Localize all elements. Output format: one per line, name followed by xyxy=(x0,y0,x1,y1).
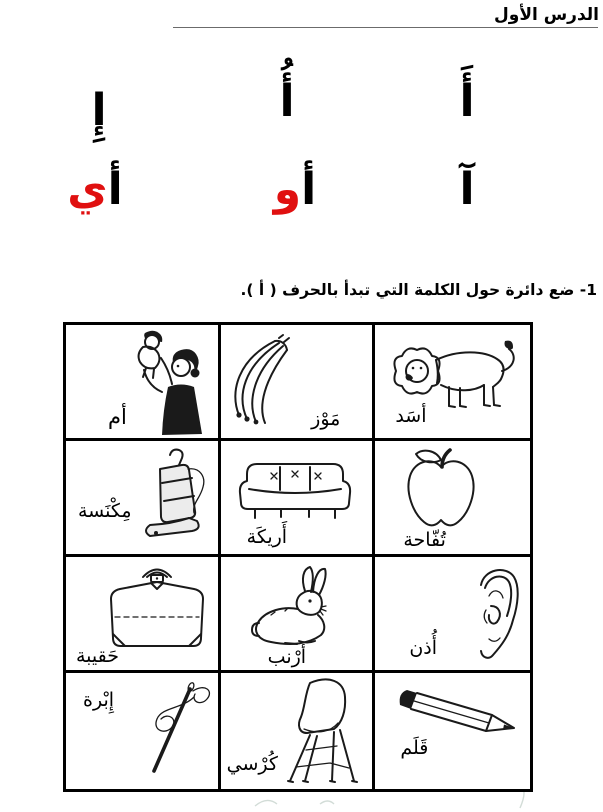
letter-alif-kasra xyxy=(59,81,139,141)
letter-text: آ xyxy=(459,164,475,215)
letter-text: أَ xyxy=(459,76,475,127)
mother-and-child-image xyxy=(118,330,210,436)
grid-cell-mother xyxy=(66,325,221,441)
bananas-image xyxy=(227,333,303,425)
lion-image xyxy=(387,335,521,413)
ear-image xyxy=(466,563,520,661)
apple-image xyxy=(401,447,481,535)
grid-cell-sofa xyxy=(221,441,376,557)
word-label: أرْنب xyxy=(267,646,307,669)
word-label: أُذن xyxy=(409,637,438,660)
letter-alif-madda xyxy=(427,160,507,220)
page-title: الدرس الأول xyxy=(494,5,599,25)
letter-text: أ xyxy=(301,164,317,215)
letter-ay xyxy=(55,160,135,220)
grid-cell-ear xyxy=(375,557,530,673)
word-label: كُرْسي xyxy=(226,753,278,776)
letter-aw xyxy=(255,160,335,220)
word-label: حَقيبة xyxy=(76,645,120,668)
word-label: أَريكَة xyxy=(246,526,288,549)
letter-text: إِ xyxy=(91,85,107,136)
grid-cell-needle xyxy=(66,673,221,789)
word-label: إِبْرة xyxy=(83,689,115,711)
letter-text: أ xyxy=(107,164,123,215)
word-label: تُفّاحة xyxy=(403,529,446,552)
word-label: مَوْز xyxy=(311,408,341,431)
word-label: قَلَم xyxy=(400,737,429,760)
letter-text-red: و xyxy=(273,164,302,215)
bag-image xyxy=(98,561,216,649)
chair-image xyxy=(274,675,366,787)
word-label: أم xyxy=(108,404,127,429)
grid-cell-rabbit xyxy=(221,557,376,673)
word-label: مِكْنَسة xyxy=(78,500,132,523)
exercise-instruction: 1- ضع دائرة حول الكلمة التي تبدأ بالحرف ( أ ). xyxy=(240,281,597,299)
rabbit-image xyxy=(241,565,349,651)
grid-cell-apple xyxy=(375,441,530,557)
grid-cell-bag xyxy=(66,557,221,673)
needle-image xyxy=(126,679,214,777)
letter-alif-fatha xyxy=(427,72,507,132)
word-label: أسَد xyxy=(395,405,427,428)
letter-text-red: ي xyxy=(67,164,108,215)
grid-cell-banana xyxy=(221,325,376,441)
pencil-image xyxy=(395,683,521,741)
grid-cell-vacuum xyxy=(66,441,221,557)
letter-text: أُ xyxy=(279,76,295,127)
sofa-image xyxy=(231,445,359,527)
faint-pencil-marks xyxy=(0,792,603,812)
grid-cell-pencil xyxy=(375,673,530,789)
word-picture-grid xyxy=(63,322,533,792)
grid-cell-lion xyxy=(375,325,530,441)
letter-alif-damma xyxy=(247,72,327,132)
grid-cell-chair xyxy=(221,673,376,789)
vacuum-cleaner-image xyxy=(120,445,208,549)
name-line xyxy=(173,27,598,28)
